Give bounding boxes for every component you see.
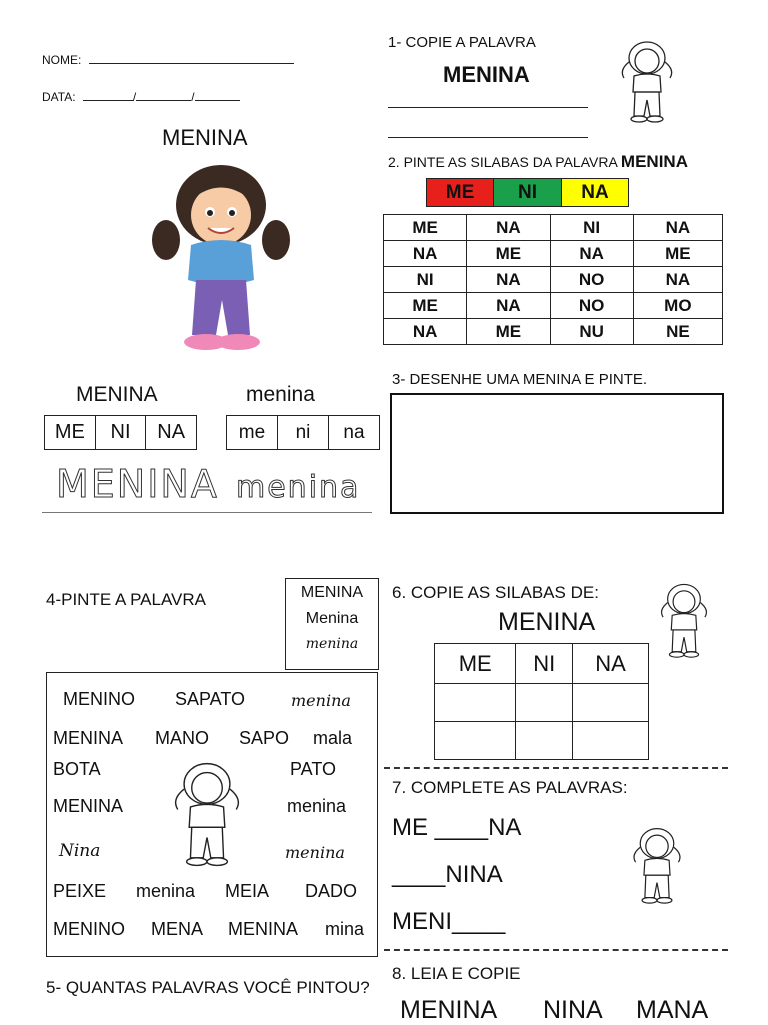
syllable-cell[interactable]: ME: [633, 241, 722, 267]
q8-word: MENINA: [400, 996, 498, 1024]
syllable-grid-row: [384, 215, 723, 241]
divider-dashed: [384, 767, 728, 769]
syllable-cell[interactable]: NA: [633, 215, 722, 241]
syllable-red: ME: [427, 179, 494, 206]
girl-illustration: [146, 160, 296, 360]
q2-title: 2. PINTE AS SILABAS DA PALAVRA MENINA: [388, 152, 688, 171]
word[interactable]: MENA: [151, 919, 204, 939]
q7-item-3[interactable]: MENI____: [392, 908, 506, 935]
word[interactable]: menina: [136, 881, 196, 901]
copy-cell[interactable]: [516, 722, 573, 760]
girl-outline-icon: [614, 36, 680, 124]
syllable-box: ME: [45, 416, 96, 449]
word[interactable]: PEIXE: [53, 881, 107, 901]
syllable-grid-row: [384, 293, 723, 319]
copy-cell[interactable]: [573, 722, 649, 760]
syllable-cell[interactable]: NI: [384, 267, 467, 293]
lower-word: menina: [246, 383, 315, 406]
syllable-cell[interactable]: NA: [550, 241, 633, 267]
syllable-grid-row: [384, 241, 723, 267]
syllable-cell[interactable]: NU: [550, 319, 633, 345]
word[interactable]: Nina: [59, 841, 101, 861]
q4-sample-box: [285, 578, 379, 670]
syllable-header: NA: [573, 644, 649, 684]
trace-upper: MENINA: [56, 462, 219, 506]
sample-upper: MENINA: [300, 584, 364, 601]
girl-outline-icon: [165, 753, 249, 871]
syllable-box: NI: [96, 416, 147, 449]
syllable-green: NI: [494, 179, 562, 206]
syllable-cell[interactable]: NA: [384, 319, 467, 345]
q2-colored-syllables: [426, 178, 629, 207]
trace-lower: menina: [236, 470, 361, 505]
word[interactable]: DADO: [305, 881, 358, 901]
sample-cursive: menina: [305, 636, 359, 652]
q1-title: 1- COPIE A PALAVRA: [388, 34, 536, 51]
syllable-header: NI: [516, 644, 573, 684]
syllable-cell[interactable]: NO: [550, 293, 633, 319]
q6-syllable-table: [434, 643, 649, 760]
q7-item-1[interactable]: ME ____NA: [392, 814, 522, 841]
syllable-box: me: [227, 416, 278, 449]
copy-cell[interactable]: [516, 684, 573, 722]
sample-capital: Menina: [305, 610, 359, 627]
upper-word: MENINA: [76, 383, 158, 406]
q6-word: MENINA: [498, 608, 596, 636]
date-label: DATA:: [42, 90, 76, 104]
name-label: NOME:: [42, 53, 82, 67]
word[interactable]: mina: [325, 919, 365, 939]
syllable-cell[interactable]: NE: [633, 319, 722, 345]
q1-word: MENINA: [443, 62, 530, 87]
syllable-cell[interactable]: NA: [633, 267, 722, 293]
syllable-box: NA: [157, 421, 186, 443]
copy-cell[interactable]: [435, 722, 516, 760]
syllable-cell[interactable]: ME: [467, 319, 550, 345]
syllable-grid-row: [384, 267, 723, 293]
word[interactable]: MENINA: [53, 796, 124, 816]
syllable-cell[interactable]: NA: [384, 241, 467, 267]
q8-word: MANA: [636, 996, 709, 1024]
word[interactable]: MANO: [155, 728, 209, 748]
date-field[interactable]: DATA: / /: [42, 90, 240, 104]
copy-cell[interactable]: [573, 684, 649, 722]
girl-outline-icon: [654, 579, 714, 659]
word[interactable]: MEIA: [225, 881, 270, 901]
q7-title: 7. COMPLETE AS PALAVRAS:: [392, 778, 628, 797]
name-field[interactable]: [42, 53, 294, 67]
q4-title: 4-PINTE A PALAVRA: [46, 590, 206, 609]
syllable-cell[interactable]: ME: [384, 215, 467, 241]
word[interactable]: menina: [285, 843, 345, 862]
word[interactable]: MENINO: [63, 689, 135, 709]
q1-copy-line-2[interactable]: [388, 137, 588, 138]
syllable-yellow: NA: [562, 179, 628, 206]
syllable-cell[interactable]: MO: [633, 293, 722, 319]
q3-title: 3- DESENHE UMA MENINA E PINTE.: [392, 371, 648, 388]
syllable-cell[interactable]: NO: [550, 267, 633, 293]
q8-word: NINA: [543, 996, 603, 1024]
syllable-grid-row: [384, 319, 723, 345]
q3-drawing-box[interactable]: [390, 393, 724, 514]
syllable-cell[interactable]: NA: [467, 267, 550, 293]
q1-copy-line-1[interactable]: [388, 107, 588, 108]
q5-title: 5- QUANTAS PALAVRAS VOCÊ PINTOU?: [46, 978, 370, 997]
syllable-cell[interactable]: NI: [550, 215, 633, 241]
syllable-cell[interactable]: ME: [384, 293, 467, 319]
syllable-cell[interactable]: NA: [467, 215, 550, 241]
syllable-cell[interactable]: ME: [467, 241, 550, 267]
word[interactable]: SAPO: [239, 728, 290, 748]
q2-syllable-grid: [383, 214, 723, 345]
syllable-box: na: [343, 422, 365, 443]
word[interactable]: SAPATO: [175, 689, 246, 709]
girl-outline-icon: [626, 823, 688, 905]
name-line: [89, 63, 294, 64]
word[interactable]: PATO: [290, 759, 337, 779]
word[interactable]: menina: [287, 796, 347, 816]
q4-word-box: [46, 672, 378, 957]
word[interactable]: menina: [291, 691, 351, 710]
trace-baseline: [42, 512, 372, 513]
word[interactable]: MENINO: [53, 919, 125, 939]
word[interactable]: MENINA: [53, 728, 124, 748]
syllable-header: ME: [435, 644, 516, 684]
divider-dashed: [384, 949, 728, 951]
copy-cell[interactable]: [435, 684, 516, 722]
word[interactable]: BOTA: [53, 759, 101, 779]
word[interactable]: MENINA: [228, 919, 299, 939]
syllable-cell[interactable]: NA: [467, 293, 550, 319]
lower-syllable-boxes: [226, 415, 380, 450]
q7-item-2[interactable]: ____NINA: [392, 861, 503, 888]
upper-syllable-boxes: [44, 415, 197, 450]
syllable-box: ni: [278, 416, 329, 449]
word[interactable]: mala: [313, 728, 353, 748]
left-title: MENINA: [162, 125, 248, 150]
q8-title: 8. LEIA E COPIE: [392, 964, 521, 983]
q6-title: 6. COPIE AS SILABAS DE:: [392, 583, 599, 602]
